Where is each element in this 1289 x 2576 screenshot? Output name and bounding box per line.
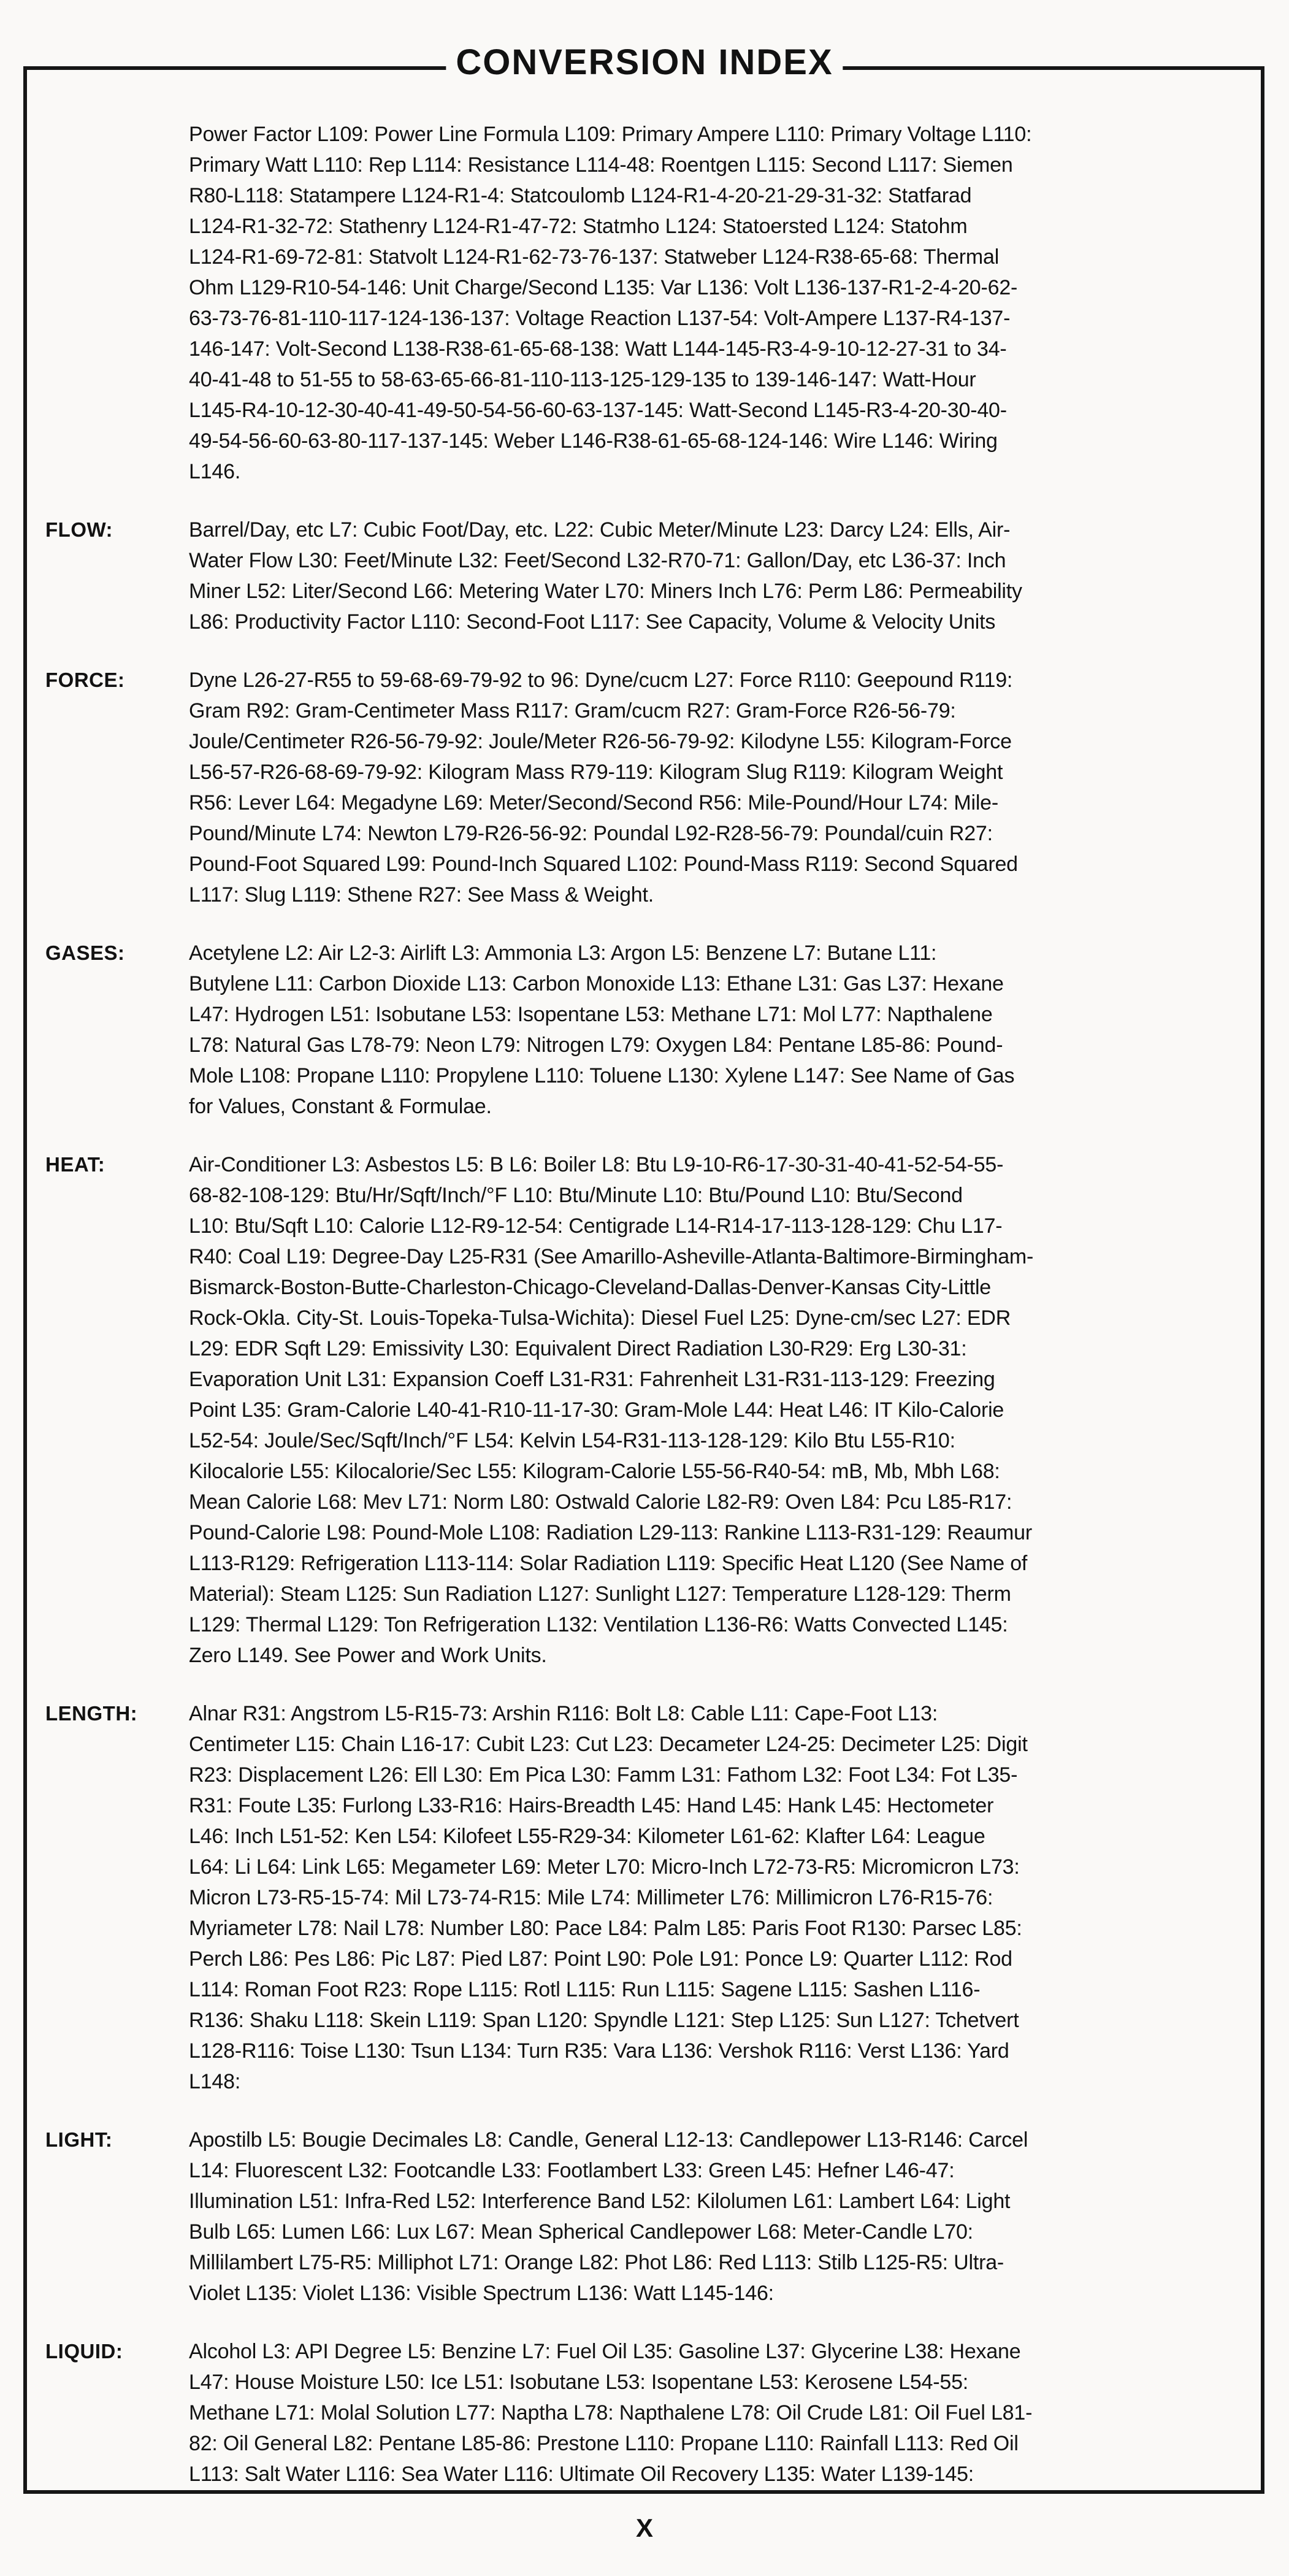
- section-text-gases: [189, 938, 1234, 1122]
- text-line: Power Factor L109: Power Line Formula L109: Primary Ampere L110: Primary Voltage L110:: [189, 123, 1032, 146]
- index-intro-section: [45, 119, 1234, 487]
- section-label-length: LENGTH:: [45, 1702, 138, 1725]
- text-line: 63-73-76-81-110-117-124-136-137: Voltage Reaction L137-54: Volt-Ampere L137-R4-137-: [189, 307, 1011, 330]
- text-line: Material): Steam L125: Sun Radiation L127: Sunlight L127: Temperature L128-129: Therm: [189, 1582, 1011, 1606]
- text-line: L14: Fluorescent L32: Footcandle L33: Footlambert L33: Green L45: Hefner L46-47:: [189, 2159, 955, 2182]
- section-text-force: [189, 665, 1234, 910]
- text-line: Rock-Okla. City-St. Louis-Topeka-Tulsa-Wichita): Diesel Fuel L25: Dyne-cm/sec L27: EDR: [189, 1306, 1011, 1330]
- section-light: [45, 2125, 1234, 2309]
- page-title: CONVERSION INDEX: [446, 42, 843, 83]
- text-line: R31: Foute L35: Furlong L33-R16: Hairs-Breadth L45: Hand L45: Hank L45: Hectometer: [189, 1794, 994, 1817]
- text-line: Air-Conditioner L3: Asbestos L5: B L6: Boiler L8: Btu L9-10-R6-17-30-31-40-41-52-54-55-: [189, 1153, 1004, 1176]
- text-line: Bulb L65: Lumen L66: Lux L67: Mean Spherical Candlepower L68: Meter-Candle L70:: [189, 2220, 973, 2244]
- text-line: L113: Salt Water L116: Sea Water L116: Ultimate Oil Recovery L135: Water L139-145:: [189, 2463, 974, 2486]
- text-line: R80-L118: Statampere L124-R1-4: Statcoulomb L124-R1-4-20-21-29-31-32: Statfarad: [189, 184, 972, 207]
- section-label-liquid: LIQUID:: [45, 2340, 123, 2363]
- text-line: Pound-Foot Squared L99: Pound-Inch Squared L102: Pound-Mass R119: Second Squared: [189, 853, 1018, 876]
- text-line: L64: Li L64: Link L65: Megameter L69: Meter L70: Micro-Inch L72-73-R5: Micromicron L73:: [189, 1855, 1020, 1879]
- text-line: R56: Lever L64: Megadyne L69: Meter/Second/Second R56: Mile-Pound/Hour L74: Mile-: [189, 791, 999, 815]
- text-line: Alnar R31: Angstrom L5-R15-73: Arshin R116: Bolt L8: Cable L11: Cape-Foot L13:: [189, 1702, 938, 1725]
- text-line: 68-82-108-129: Btu/Hr/Sqft/Inch/°F L10: Btu/Minute L10: Btu/Pound L10: Btu/Second: [189, 1184, 963, 1207]
- text-line: L113-R129: Refrigeration L113-114: Solar Radiation L119: Specific Heat L120 (See Name of: [189, 1552, 1028, 1575]
- text-line: Water Flow L30: Feet/Minute L32: Feet/Second L32-R70-71: Gallon/Day, etc L36-37: Inch: [189, 549, 1006, 572]
- text-line: Ohm L129-R10-54-146: Unit Charge/Second L135: Var L136: Volt L136-137-R1-2-4-20-62-: [189, 276, 1018, 299]
- text-line: Methane L71: Molal Solution L77: Naptha L78: Napthalene L78: Oil Crude L81: Oil Fuel L81-: [189, 2401, 1033, 2425]
- section-force: [45, 665, 1234, 910]
- text-line: 40-41-48 to 51-55 to 58-63-65-66-81-110-113-125-129-135 to 139-146-147: Watt-Hour: [189, 368, 976, 391]
- text-line: L117: Slug L119: Sthene R27: See Mass & Weight.: [189, 883, 654, 907]
- section-text-light: [189, 2125, 1234, 2309]
- text-line: 49-54-56-60-63-80-117-137-145: Weber L146-R38-61-65-68-124-146: Wire L146: Wiring: [189, 429, 998, 453]
- text-line: Gram R92: Gram-Centimeter Mass R117: Gram/cucm R27: Gram-Force R26-56-79:: [189, 699, 956, 723]
- text-line: L129: Thermal L129: Ton Refrigeration L132: Ventilation L136-R6: Watts Convected L145:: [189, 1613, 1008, 1636]
- section-liquid: [45, 2336, 1234, 2490]
- text-line: 82: Oil General L82: Pentane L85-86: Prestone L110: Propane L110: Rainfall L113: Red Oil: [189, 2432, 1019, 2455]
- text-line: Primary Watt L110: Rep L114: Resistance L114-48: Roentgen L115: Second L117: Siemen: [189, 153, 1013, 177]
- intro-spacer: [45, 119, 189, 487]
- text-line: 146-147: Volt-Second L138-R38-61-65-68-138: Watt L144-145-R3-4-9-10-12-27-31 to 34-: [189, 337, 1007, 361]
- text-line: Myriameter L78: Nail L78: Number L80: Pace L84: Palm L85: Paris Foot R130: Parsec L85:: [189, 1917, 1022, 1940]
- text-line: Perch L86: Pes L86: Pic L87: Pied L87: Point L90: Pole L91: Ponce L9: Quarter L112: Rod: [189, 1947, 1012, 1971]
- text-line: L145-R4-10-12-30-40-41-49-50-54-56-60-63-137-145: Watt-Second L145-R3-4-20-30-40-: [189, 399, 1007, 422]
- text-line: Barrel/Day, etc L7: Cubic Foot/Day, etc. L22: Cubic Meter/Minute L23: Darcy L24: Ells, Air-: [189, 518, 1011, 542]
- section-heat: [45, 1149, 1234, 1671]
- section-flow: [45, 515, 1234, 637]
- text-line: Apostilb L5: Bougie Decimales L8: Candle, General L12-13: Candlepower L13-R146: Carcel: [189, 2128, 1028, 2152]
- text-line: L124-R1-32-72: Stathenry L124-R1-47-72: Statmho L124: Statoersted L124: Statohm: [189, 215, 968, 238]
- text-line: Micron L73-R5-15-74: Mil L73-74-R15: Mile L74: Millimeter L76: Millimicron L76-R15-76:: [189, 1886, 993, 1909]
- section-text-flow: [189, 515, 1234, 637]
- text-line: R136: Shaku L118: Skein L119: Span L120: Spyndle L121: Step L125: Sun L127: Tchetvert: [189, 2009, 1019, 2032]
- text-line: L78: Natural Gas L78-79: Neon L79: Nitrogen L79: Oxygen L84: Pentane L85-86: Pound-: [189, 1033, 1003, 1057]
- text-line: L124-R1-69-72-81: Statvolt L124-R1-62-73-76-137: Statweber L124-R38-65-68: Thermal: [189, 245, 1000, 269]
- text-line: Millilambert L75-R5: Milliphot L71: Orange L82: Phot L86: Red L113: Stilb L125-R5: Ultra-: [189, 2251, 1004, 2274]
- text-line: L47: Hydrogen L51: Isobutane L53: Isopentane L53: Methane L71: Mol L77: Napthalene: [189, 1003, 993, 1026]
- text-line: Dyne L26-27-R55 to 59-68-69-79-92 to 96: Dyne/cucm L27: Force R110: Geepound R119:: [189, 669, 1013, 692]
- text-line: R40: Coal L19: Degree-Day L25-R31 (See Amarillo-Asheville-Atlanta-Baltimore-Birmingham-: [189, 1245, 1034, 1268]
- text-line: L56-57-R26-68-69-79-92: Kilogram Mass R79-119: Kilogram Slug R119: Kilogram Weight: [189, 761, 1003, 784]
- section-text-liquid: [189, 2336, 1234, 2490]
- text-line: Centimeter L15: Chain L16-17: Cubit L23: Cut L23: Decameter L24-25: Decimeter L25: Digit: [189, 1733, 1028, 1756]
- section-label-force: FORCE:: [45, 669, 125, 691]
- section-length: [45, 1698, 1234, 2097]
- intro-text: [189, 119, 1234, 487]
- text-line: Bismarck-Boston-Butte-Charleston-Chicago-Cleveland-Dallas-Denver-Kansas City-Little: [189, 1276, 992, 1299]
- text-line: Butylene L11: Carbon Dioxide L13: Carbon Monoxide L13: Ethane L31: Gas L37: Hexane: [189, 972, 1004, 995]
- text-line: Violet L135: Violet L136: Visible Spectrum L136: Watt L145-146:: [189, 2282, 774, 2305]
- text-line: Mole L108: Propane L110: Propylene L110: Toluene L130: Xylene L147: See Name of Gas: [189, 1064, 1015, 1087]
- text-line: L29: EDR Sqft L29: Emissivity L30: Equivalent Direct Radiation L30-R29: Erg L30-31:: [189, 1337, 967, 1360]
- text-line: Joule/Centimeter R26-56-79-92: Joule/Meter R26-56-79-92: Kilodyne L55: Kilogram-Force: [189, 730, 1012, 753]
- text-line: Kilocalorie L55: Kilocalorie/Sec L55: Kilogram-Calorie L55-56-R40-54: mB, Mb, Mbh L68:: [189, 1460, 1000, 1483]
- text-line: L128-R116: Toise L130: Tsun L134: Turn R35: Vara L136: Vershok R116: Verst L136: Yard: [189, 2039, 1009, 2063]
- text-line: Pound/Minute L74: Newton L79-R26-56-92: Poundal L92-R28-56-79: Poundal/cuin R27:: [189, 822, 993, 845]
- section-text-heat: [189, 1149, 1234, 1671]
- text-line: L146.: [189, 460, 241, 483]
- text-line: Illumination L51: Infra-Red L52: Interference Band L52: Kilolumen L61: Lambert L64: Light: [189, 2190, 1011, 2213]
- text-line: Pound-Calorie L98: Pound-Mole L108: Radiation L29-113: Rankine L113-R31-129: Reaumur: [189, 1521, 1032, 1544]
- content-frame: [23, 66, 1264, 2494]
- text-line: R23: Displacement L26: Ell L30: Em Pica L30: Famm L31: Fathom L32: Foot L34: Fot L35-: [189, 1763, 1018, 1787]
- section-label-gases: GASES:: [45, 941, 125, 964]
- text-line: L47: House Moisture L50: Ice L51: Isobutane L53: Isopentane L53: Kerosene L54-55:: [189, 2371, 969, 2394]
- text-line: L46: Inch L51-52: Ken L54: Kilofeet L55-R29-34: Kilometer L61-62: Klafter L64: League: [189, 1825, 985, 1848]
- text-line: Point L35: Gram-Calorie L40-41-R10-11-17-30: Gram-Mole L44: Heat L46: IT Kilo-Calorie: [189, 1398, 1004, 1422]
- section-label-light: LIGHT:: [45, 2128, 113, 2151]
- index-content: [27, 70, 1261, 2517]
- text-line: L10: Btu/Sqft L10: Calorie L12-R9-12-54: Centigrade L14-R14-17-113-128-129: Chu L17-: [189, 1214, 1003, 1238]
- text-line: L86: Productivity Factor L110: Second-Foot L117: See Capacity, Volume & Velocity Units: [189, 610, 996, 634]
- text-line: Alcohol L3: API Degree L5: Benzine L7: Fuel Oil L35: Gasoline L37: Glycerine L38: Hexane: [189, 2340, 1021, 2363]
- text-line: L148:: [189, 2070, 241, 2093]
- text-line: Zero L149. See Power and Work Units.: [189, 1644, 547, 1667]
- section-gases: [45, 938, 1234, 1122]
- text-line: for Values, Constant & Formulae.: [189, 1095, 492, 1118]
- text-line: Evaporation Unit L31: Expansion Coeff L31-R31: Fahrenheit L31-R31-113-129: Freezing: [189, 1368, 995, 1391]
- text-line: L52-54: Joule/Sec/Sqft/Inch/°F L54: Kelvin L54-R31-113-128-129: Kilo Btu L55-R10:: [189, 1429, 955, 1452]
- section-text-length: [189, 1698, 1234, 2097]
- section-label-heat: HEAT:: [45, 1153, 105, 1176]
- section-label-flow: FLOW:: [45, 518, 113, 541]
- text-line: Mean Calorie L68: Mev L71: Norm L80: Ostwald Calorie L82-R9: Oven L84: Pcu L85-R17:: [189, 1490, 1012, 1514]
- page-number: X: [635, 2513, 653, 2542]
- text-line: Miner L52: Liter/Second L66: Metering Water L70: Miners Inch L76: Perm L86: Permeability: [189, 580, 1022, 603]
- text-line: Acetylene L2: Air L2-3: Airlift L3: Ammonia L3: Argon L5: Benzene L7: Butane L11:: [189, 941, 937, 965]
- text-line: L114: Roman Foot R23: Rope L115: Rotl L115: Run L115: Sagene L115: Sashen L116-: [189, 1978, 981, 2001]
